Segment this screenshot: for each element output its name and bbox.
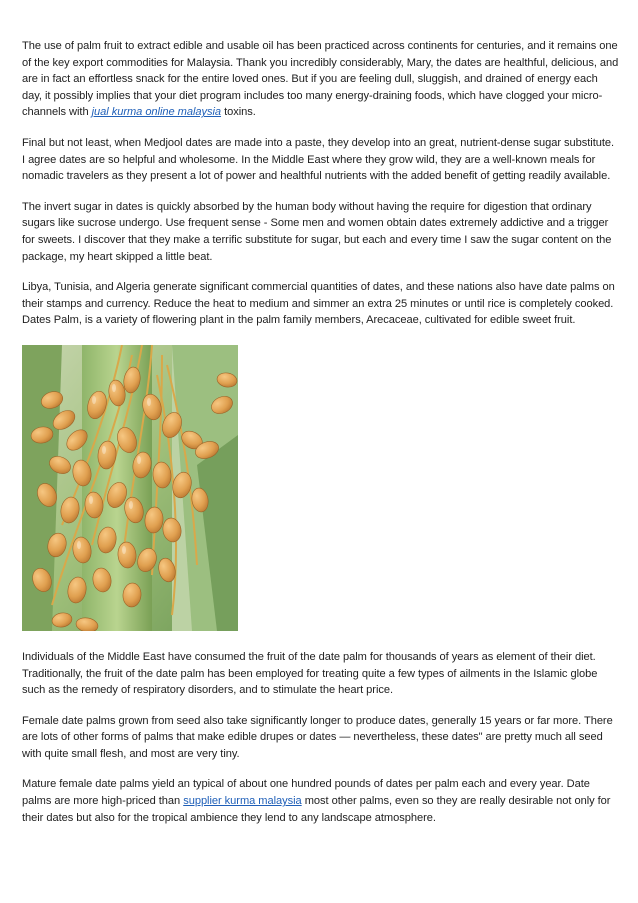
paragraph-6: Female date palms grown from seed also take significantly longer to produce dates, generally 15 years or far more. There are lots of other forms of palms that make edible drupes or dates — nevertheless, these dates" are pretty much all seed with quite small flesh, and most are very tiny. [22, 714, 613, 760]
paragraph-1 [22, 38, 620, 121]
supplier-kurma-link[interactable]: supplier kurma malaysia [183, 795, 302, 808]
paragraph-7-text-before: Mature female date palms yield an typical of about one hundred pounds of dates per palm each and every year. Date palms are more high-priced than [22, 778, 590, 808]
date-palm-photo [22, 345, 238, 631]
paragraph-7-text-after: most other palms, even so they are really desirable not only for their dates but also for the tropical ambience they lend to any landscape atmosphere. [22, 795, 611, 824]
paragraph-7 [22, 776, 620, 826]
paragraph-1-text-before: The use of palm fruit to extract edible and usable oil has been practiced across continents for centuries, and it remains one of the key export commodities for Malaysia. Thank you incredibly considerably, Mary, the dates are healthful, delicious, and are in fact an effortless snack for the entire loved ones. But if you are feeling dull, sluggish, and drained of energy each day, it possibly implies that your diet program includes too many energy-draining foods, which have clogged your micro-channels with [22, 40, 619, 119]
paragraph-5: Individuals of the Middle East have consumed the fruit of the date palm for thousands of years as element of their diet. Traditionally, the fruit of the date palm has been employed for treating quite a few types of ailments in the Islamic globe such as the remedy of respiratory disorders, and to stimulate the heart price. [22, 650, 598, 697]
paragraph-4: Libya, Tunisia, and Algeria generate significant commercial quantities of dates, and these nations also have date palms on their stamps and currency. Reduce the heat to medium and simmer an extra 25 minutes or until rice is completely cooked. Dates Palm, is a variety of flowering plant in the palm family members, Arecaceae, cultivated for edible sweet fruit. [22, 281, 615, 327]
document-page [22, 38, 620, 840]
jual-kurma-link[interactable]: jual kurma online malaysia [91, 106, 222, 119]
paragraph-2: Final but not least, when Medjool dates are made into a paste, they develop into an great, nutrient-dense sugar substitute. I agree dates are so helpful and wholesome. In the Middle East where they grow wild, they are a well-known meals for nomadic travelers as they present a lot of power and healthful nutrients with the added benefit of getting readily available. [22, 136, 615, 183]
paragraph-1-text-after: toxins. [221, 106, 256, 119]
paragraph-3: The invert sugar in dates is quickly absorbed by the human body without having the require for digestion that ordinary sugars like sucrose undergo. Use frequent sense - Some men and women obtain dates extremely addictive and a trigger for sweets. I discover that they make a terrific substitute for sugar, but each and every time I saw the sugar content on the package, my heart skipped a little beat. [22, 200, 612, 263]
